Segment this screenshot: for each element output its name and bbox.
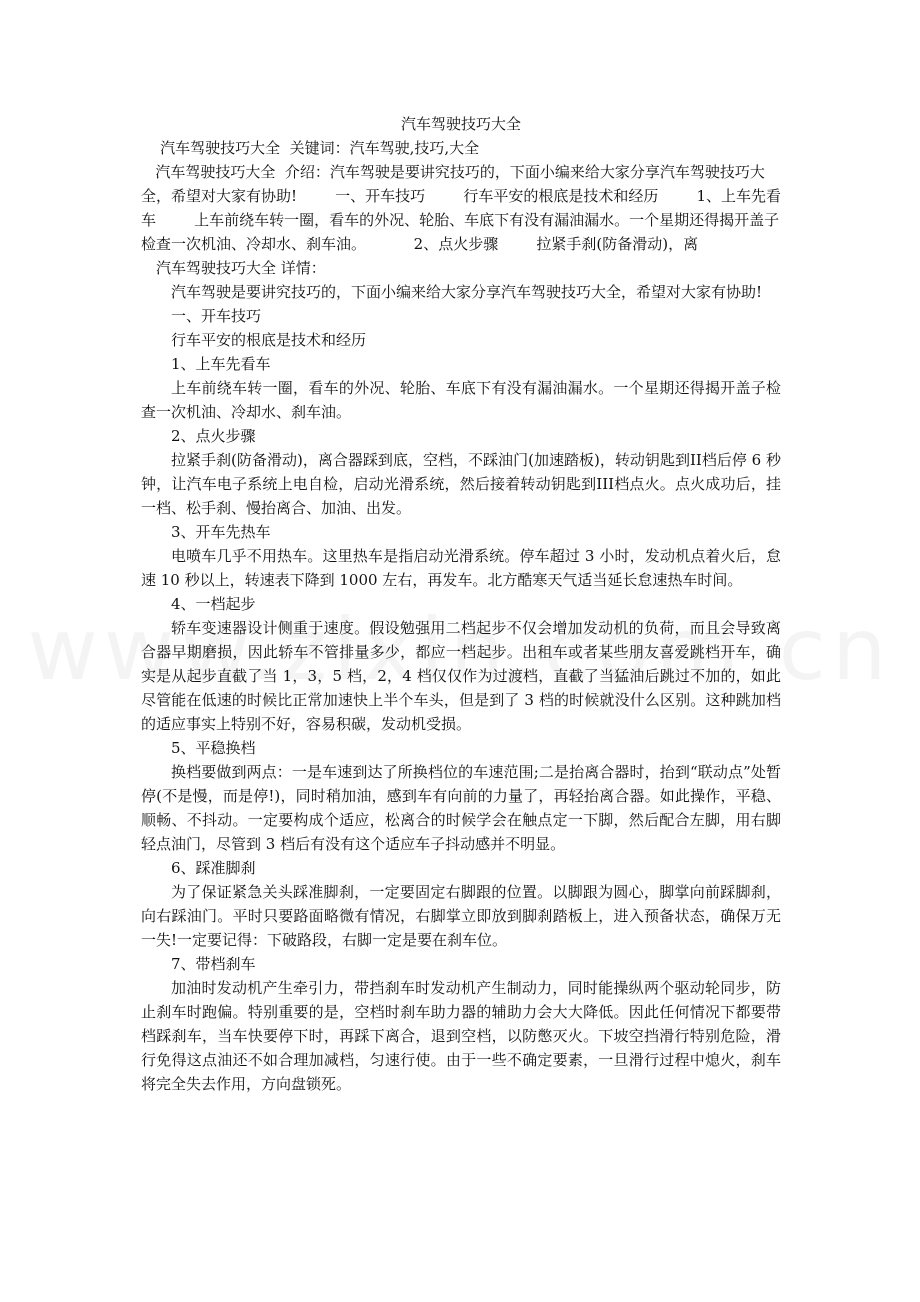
document-title: 汽车驾驶技巧大全 [400,115,521,133]
subsection-heading: 6、踩准脚刹 [171,859,256,877]
paragraph: 电喷车几乎不用热车。这里热车是指启动光滑系统。停车超过 3 小时，发动机点着火后，怠速 10 秒以上，转速表下降到 1000 左右，再发车。北方酷寒天气适当延长怠速热车时间。 [141,547,781,589]
subsection-heading: 1、上车先看车 [171,355,271,373]
paragraph: 为了保证紧急关头踩准脚刹，一定要固定右脚跟的位置。以脚跟为圆心，脚掌向前踩脚刹，向右踩油门。平时只要路面略微有情况，右脚掌立即放到脚刹踏板上，进入预备状态，确保万无一失!一定要记得：下破路段，右脚一定是要在刹车位。 [141,883,781,949]
paragraph: 拉紧手刹(防备滑动)，离合器踩到底，空档，不踩油门(加速踏板)，转动钥匙到II档后停 6 秒钟，让汽车电子系统上电自检，启动光滑系统，然后接着转动钥匙到III档点火。点火成功后，挂一档、松手刹、慢抬离合、加油、出发。 [141,451,781,517]
keywords-line: 汽车驾驶技巧大全 关键词：汽车驾驶,技巧,大全 [141,139,480,157]
paragraph: 汽车驾驶是要讲究技巧的，下面小编来给大家分享汽车驾驶技巧大全，希望对大家有协助! [171,283,763,301]
subsection-heading: 2、点火步骤 [171,427,256,445]
section-heading: 一、开车技巧 [171,307,262,325]
paragraph: 加油时发动机产生牵引力，带挡刹车时发动机产生制动力，同时能操纵两个驱动轮同步，防止刹车时跑偏。特别重要的是，空档时刹车助力器的辅助力会大大降低。因此任何情况下都要带档踩刹车，当车快要停下时，再踩下离合，退到空档，以防憋灭火。下坡空挡滑行特别危险，滑行免得这点油还不如合理加减档，匀速行使。由于一些不确定要素，一旦滑行过程中熄火，刹车将完全失去作用，方向盘锁死。 [141,979,781,1093]
paragraph: 换档要做到两点：一是车速到达了所换档位的车速范围;二是抬离合器时，抬到“联动点”处暂停(不是慢，而是停!)，同时稍加油，感到车有向前的力量了，再轻抬离合器。如此操作，平稳、顺畅、不抖动。一定要构成个适应，松离合的时候学会在触点定一下脚，然后配合左脚，用右脚轻点油门，尽管到 3 档后有没有这个适应车子抖动感并不明显。 [141,763,781,853]
paragraph: 行车平安的根底是技术和经历 [171,331,367,349]
paragraph: 轿车变速器设计侧重于速度。假设勉强用二档起步不仅会增加发动机的负荷，而且会导致离合器早期磨损，因此轿车不管排量多少，都应一档起步。出租车或者某些朋友喜爱跳档开车，确实是从起步直截了当 1，3，5 档，2，4 档仅仅作为过渡档，直截了当猛油后跳过不加的，如此尽管能在低速的时候比正常加速快上半个车头，但是到了 3 档的时候就没什么区别。这种跳加档的适应事实上特别不好，容易积碳，发动机受损。 [141,619,781,733]
subsection-heading: 3、开车先热车 [171,523,271,541]
details-heading: 汽车驾驶技巧大全 详情： [156,259,326,277]
document-content [141,112,781,1096]
subsection-heading: 7、带档刹车 [171,955,256,973]
subsection-heading: 4、一档起步 [171,595,256,613]
subsection-heading: 5、平稳换档 [171,739,256,757]
paragraph: 上车前绕车转一圈，看车的外况、轮胎、车底下有没有漏油漏水。一个星期还得揭开盖子检查一次机油、冷却水、刹车油。 [141,379,781,421]
intro-block: 汽车驾驶技巧大全 介绍：汽车驾驶是要讲究技巧的，下面小编来给大家分享汽车驾驶技巧大全，希望对大家有协助! 一、开车技巧 行车平安的根底是技术和经历 1、上车先看车 上车前绕车转一圈，看车的外况、轮胎、车底下有没有漏油漏水。一个星期还得揭开盖子检查一次机油、冷却水、刹车油。 2、点火步骤 拉紧手刹(防备滑动)，离 [141,163,782,253]
